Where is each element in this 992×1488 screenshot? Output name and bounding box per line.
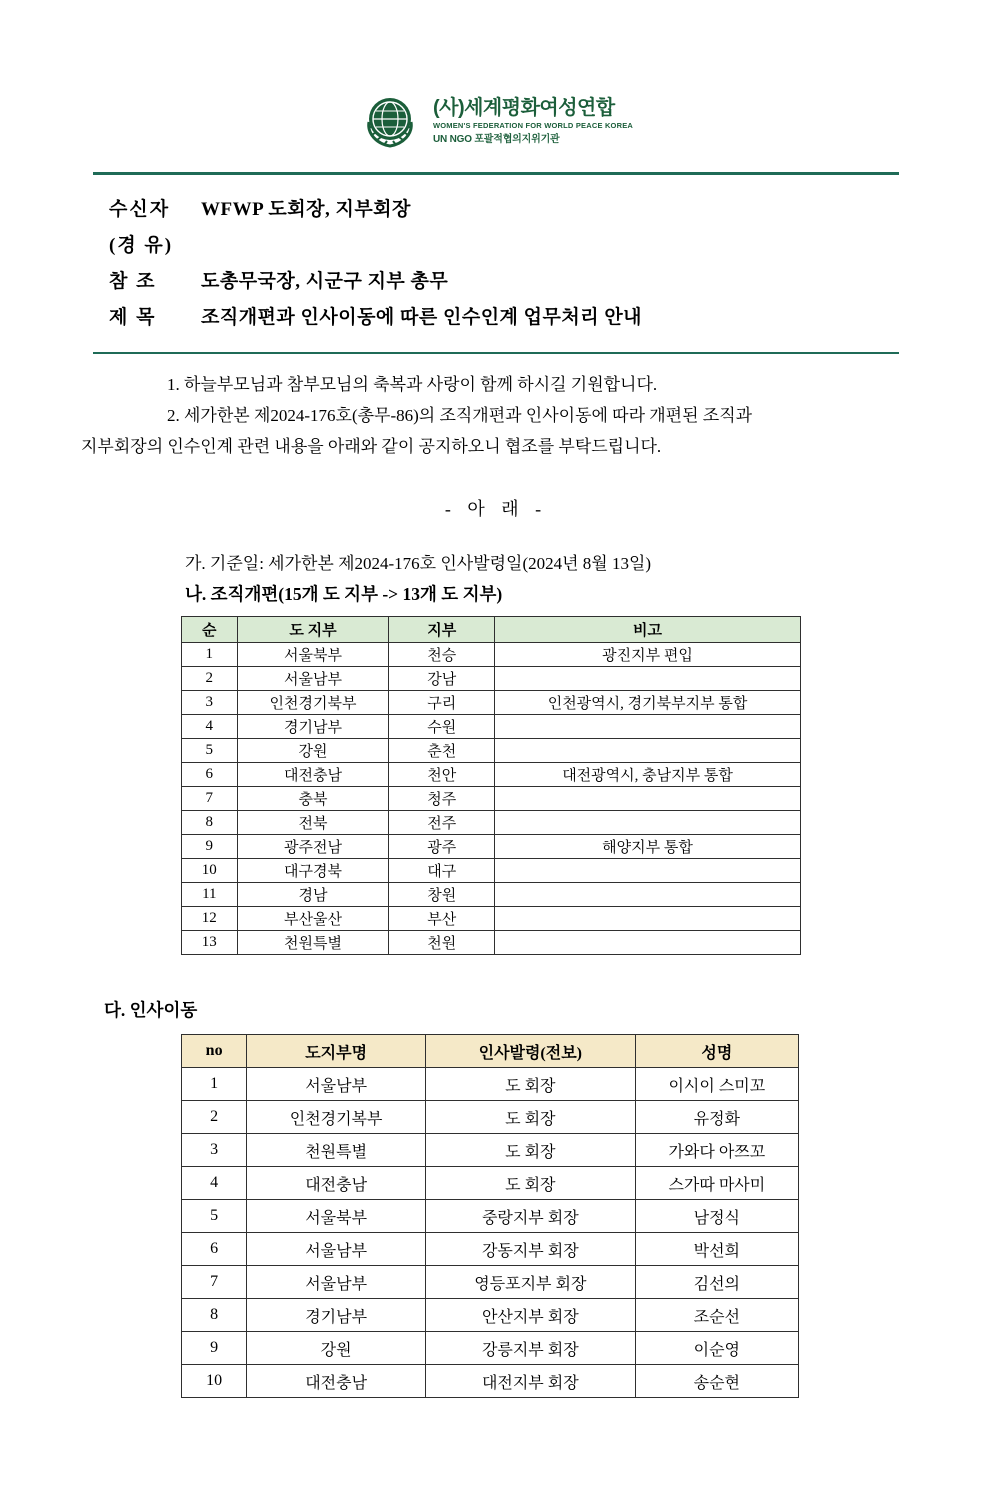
- cell-province: 서울북부: [247, 1200, 426, 1233]
- table-row: [182, 811, 801, 835]
- cell-no: 7: [182, 1266, 247, 1299]
- recipient-row-cc: [93, 266, 899, 293]
- table-row: [182, 931, 801, 955]
- cell-no: 3: [182, 691, 238, 715]
- cell-remark: 해양지부 통합: [495, 835, 801, 859]
- org-col-no: 순: [182, 617, 238, 643]
- cell-province: 대전충남: [237, 763, 389, 787]
- table-row: [182, 907, 801, 931]
- cell-name: 유정화: [635, 1101, 798, 1134]
- cell-remark: 광진지부 편입: [495, 643, 801, 667]
- cell-no: 9: [182, 1332, 247, 1365]
- org-table-wrap: [81, 616, 911, 955]
- table-row: [182, 1068, 799, 1101]
- cell-name: 송순현: [635, 1365, 798, 1398]
- globe-laurel-emblem: [359, 92, 421, 150]
- cell-province: 인천경기북부: [237, 691, 389, 715]
- recipient-label-via: (경 유): [109, 235, 174, 256]
- table-row: [182, 835, 801, 859]
- cell-province: 광주전남: [237, 835, 389, 859]
- section-ga: 가. 기준일: 세가한본 제2024-176호 인사발령일(2024년 8월 13일): [185, 554, 652, 574]
- cell-assignment: 안산지부 회장: [425, 1299, 635, 1332]
- cell-assignment: 중랑지부 회장: [425, 1200, 635, 1233]
- cell-assignment: 도 회장: [425, 1134, 635, 1167]
- pers-col-no: no: [182, 1035, 247, 1068]
- cell-assignment: 도 회장: [425, 1068, 635, 1101]
- cell-province: 서울남부: [237, 667, 389, 691]
- recipient-value-subject: 조직개편과 인사이동에 따른 인수인계 업무처리 안내: [201, 307, 643, 328]
- cell-branch: 천원: [389, 931, 495, 955]
- cell-name: 스가따 마사미: [635, 1167, 798, 1200]
- below-marker: - 아 래 -: [444, 499, 548, 520]
- cell-name: 조순선: [635, 1299, 798, 1332]
- cell-no: 1: [182, 1068, 247, 1101]
- table-row: [182, 1134, 799, 1167]
- cell-no: 4: [182, 715, 238, 739]
- cell-province: 대전충남: [247, 1365, 426, 1398]
- cell-assignment: 영등포지부 회장: [425, 1266, 635, 1299]
- section-na: 나. 조직개편(15개 도 지부 -> 13개 도 지부): [185, 584, 503, 605]
- cell-no: 6: [182, 763, 238, 787]
- cell-assignment: 도 회장: [425, 1101, 635, 1134]
- cell-branch: 춘천: [389, 739, 495, 763]
- cell-name: 박선희: [635, 1233, 798, 1266]
- cell-name: 가와다 아쯔꼬: [635, 1134, 798, 1167]
- document-body: [81, 354, 911, 606]
- cell-assignment: 강동지부 회장: [425, 1233, 635, 1266]
- cell-branch: 수원: [389, 715, 495, 739]
- cell-branch: 광주: [389, 835, 495, 859]
- cell-name: 이시이 스미꼬: [635, 1068, 798, 1101]
- table-header-row: [182, 617, 801, 643]
- cell-branch: 천안: [389, 763, 495, 787]
- cell-name: 남정식: [635, 1200, 798, 1233]
- recipient-value-cc: 도총무국장, 시군구 지부 총무: [201, 271, 449, 292]
- table-row: [182, 1200, 799, 1233]
- cell-no: 2: [182, 667, 238, 691]
- table-row: [182, 859, 801, 883]
- cell-branch: 구리: [389, 691, 495, 715]
- cell-no: 10: [182, 1365, 247, 1398]
- recipient-block: [93, 175, 899, 346]
- cell-remark: [495, 907, 801, 931]
- table-row: [182, 691, 801, 715]
- cell-no: 4: [182, 1167, 247, 1200]
- cell-branch: 부산: [389, 907, 495, 931]
- cell-branch: 전주: [389, 811, 495, 835]
- cell-province: 대전충남: [247, 1167, 426, 1200]
- table-row: [182, 1266, 799, 1299]
- cell-province: 서울북부: [237, 643, 389, 667]
- cell-province: 전북: [237, 811, 389, 835]
- cell-no: 5: [182, 1200, 247, 1233]
- cell-branch: 천승: [389, 643, 495, 667]
- table-row: [182, 739, 801, 763]
- paragraph-1: 1. 하늘부모님과 참부모님의 축복과 사랑이 함께 하시길 기원합니다.: [167, 375, 658, 394]
- table-row: [182, 667, 801, 691]
- cell-province: 부산울산: [237, 907, 389, 931]
- table-row: [182, 763, 801, 787]
- table-row: [182, 883, 801, 907]
- cell-no: 10: [182, 859, 238, 883]
- cell-no: 8: [182, 1299, 247, 1332]
- cell-province: 충북: [237, 787, 389, 811]
- cell-remark: [495, 739, 801, 763]
- cell-province: 천원특별: [247, 1134, 426, 1167]
- cell-remark: 대전광역시, 충남지부 통합: [495, 763, 801, 787]
- cell-no: 13: [182, 931, 238, 955]
- logo-title-ko: (사)세계평화여성연합: [432, 96, 615, 119]
- cell-province: 경남: [237, 883, 389, 907]
- page-bottom-spacer: [0, 1398, 992, 1488]
- table-header-row: [182, 1035, 799, 1068]
- cell-no: 9: [182, 835, 238, 859]
- cell-province: 인천경기복부: [247, 1101, 426, 1134]
- cell-assignment: 대전지부 회장: [425, 1365, 635, 1398]
- org-restructure-table: [181, 616, 801, 955]
- cell-assignment: 도 회장: [425, 1167, 635, 1200]
- organization-logo: [0, 0, 992, 166]
- org-col-province: 도 지부: [237, 617, 389, 643]
- cell-remark: 인천광역시, 경기북부지부 통합: [495, 691, 801, 715]
- table-row: [182, 1365, 799, 1398]
- cell-name: 이순영: [635, 1332, 798, 1365]
- logo-subtitle-ngo: UN NGO 포괄적협의지위기관: [432, 133, 560, 145]
- cell-remark: [495, 667, 801, 691]
- table-row: [182, 1101, 799, 1134]
- recipient-value-to: WFWP 도회장, 지부회장: [201, 199, 411, 220]
- pers-col-name: 성명: [635, 1035, 798, 1068]
- cell-no: 7: [182, 787, 238, 811]
- section-da: 다. 인사이동: [104, 1000, 198, 1021]
- table-row: [182, 1299, 799, 1332]
- recipient-row-via: [93, 230, 899, 257]
- personnel-table: [181, 1034, 799, 1398]
- cell-no: 5: [182, 739, 238, 763]
- logo-title-en: WOMEN'S FEDERATION FOR WORLD PEACE KOREA: [432, 120, 634, 130]
- cell-province: 천원특별: [237, 931, 389, 955]
- table-row: [182, 643, 801, 667]
- cell-province: 서울남부: [247, 1068, 426, 1101]
- cell-remark: [495, 715, 801, 739]
- cell-remark: [495, 811, 801, 835]
- cell-branch: 청주: [389, 787, 495, 811]
- cell-no: 11: [182, 883, 238, 907]
- cell-remark: [495, 787, 801, 811]
- cell-remark: [495, 859, 801, 883]
- cell-assignment: 강릉지부 회장: [425, 1332, 635, 1365]
- table-row: [182, 715, 801, 739]
- table-row: [182, 1332, 799, 1365]
- pers-col-assignment: 인사발령(전보): [425, 1035, 635, 1068]
- personnel-table-wrap: [81, 1034, 911, 1398]
- cell-no: 8: [182, 811, 238, 835]
- recipient-row-subject: [93, 302, 899, 329]
- cell-remark: [495, 931, 801, 955]
- cell-province: 대구경북: [237, 859, 389, 883]
- cell-province: 강원: [237, 739, 389, 763]
- cell-no: 6: [182, 1233, 247, 1266]
- cell-province: 서울남부: [247, 1266, 426, 1299]
- cell-province: 강원: [247, 1332, 426, 1365]
- cell-branch: 창원: [389, 883, 495, 907]
- table-row: [182, 1167, 799, 1200]
- recipient-label-to: 수신자: [109, 199, 171, 220]
- cell-remark: [495, 883, 801, 907]
- org-col-remark: 비고: [495, 617, 801, 643]
- cell-branch: 대구: [389, 859, 495, 883]
- table-row: [182, 1233, 799, 1266]
- pers-col-province: 도지부명: [247, 1035, 426, 1068]
- cell-branch: 강남: [389, 667, 495, 691]
- paragraph-2-line1: 2. 세가한본 제2024-176호(총무-86)의 조직개편과 인사이동에 따라 개편된 조직과: [167, 406, 753, 426]
- recipient-row-to: [93, 194, 899, 221]
- table-row: [182, 787, 801, 811]
- org-col-branch: 지부: [389, 617, 495, 643]
- cell-province: 경기남부: [237, 715, 389, 739]
- cell-no: 3: [182, 1134, 247, 1167]
- recipient-label-cc: 참 조: [109, 271, 157, 292]
- cell-no: 2: [182, 1101, 247, 1134]
- paragraph-2-line2: 지부회장의 인수인계 관련 내용을 아래와 같이 공지하오니 협조를 부탁드립니다.: [81, 437, 662, 457]
- cell-name: 김선의: [635, 1266, 798, 1299]
- cell-no: 12: [182, 907, 238, 931]
- cell-province: 경기남부: [247, 1299, 426, 1332]
- cell-province: 서울남부: [247, 1233, 426, 1266]
- cell-no: 1: [182, 643, 238, 667]
- recipient-label-subject: 제 목: [109, 307, 157, 328]
